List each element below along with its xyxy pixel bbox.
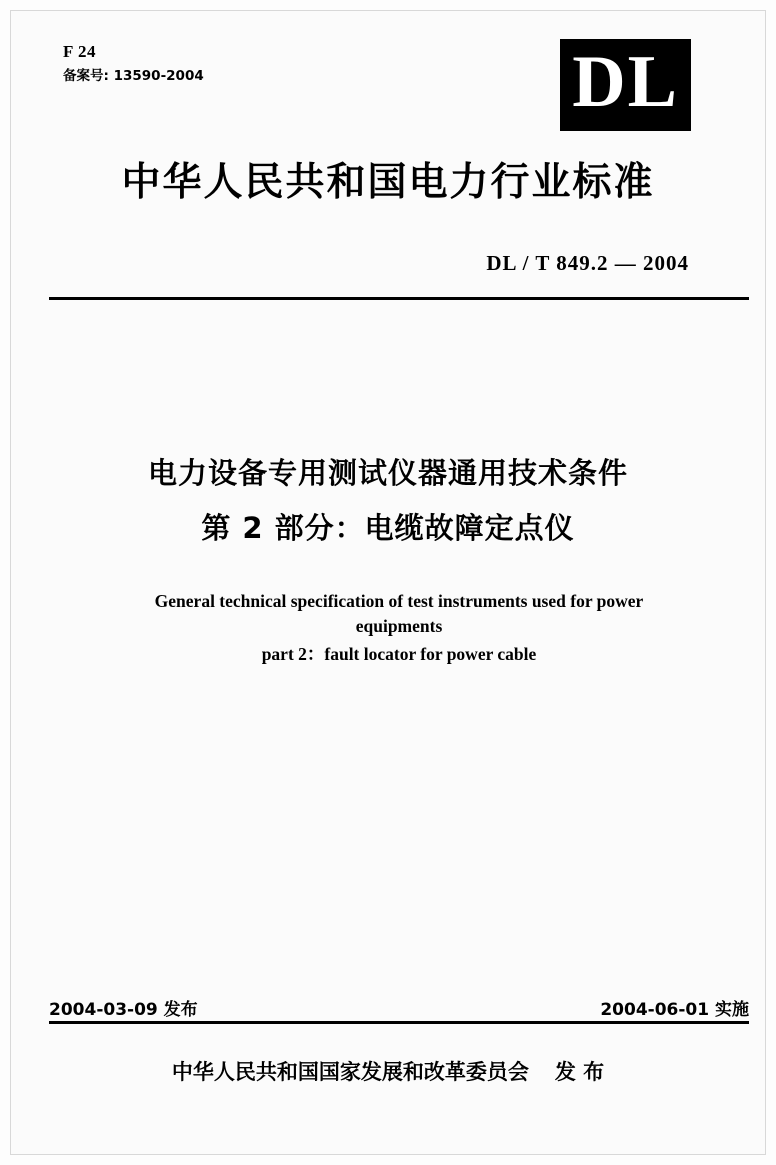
issuer-line [11, 1056, 765, 1086]
issuer-suffix: 发 布 [554, 1060, 605, 1084]
dl-logo-icon: DL [560, 39, 691, 131]
classification-block [63, 41, 204, 85]
title-cn-line2: 第 2 部分：电缆故障定点仪 [201, 511, 575, 545]
standard-number: DL / T 849.2 — 2004 [486, 251, 689, 275]
footer-divider [49, 1021, 749, 1024]
title-en-line3: part 2：fault locator for power cable [261, 643, 537, 664]
header-divider [49, 297, 749, 300]
effective-date: 2004-06-01 实施 [600, 1000, 749, 1020]
title-cn-line1: 电力设备专用测试仪器通用技术条件 [147, 456, 628, 490]
issue-date: 2004-03-09 发布 [49, 1000, 198, 1020]
standard-series-title: 中华人民共和国电力行业标准 [121, 160, 655, 205]
document-title-en [121, 589, 677, 667]
title-en-line1: General technical specification of test instruments used for power [154, 591, 644, 611]
document-title-cn [11, 451, 765, 547]
record-number: 备案号: 13590-2004 [63, 67, 204, 84]
page-sheet [10, 10, 766, 1155]
classification-code: F 24 [63, 42, 97, 61]
issuer-name: 中华人民共和国国家发展和改革委员会 [171, 1060, 529, 1084]
title-en-line2: equipments [355, 616, 443, 637]
date-row [49, 995, 749, 1020]
